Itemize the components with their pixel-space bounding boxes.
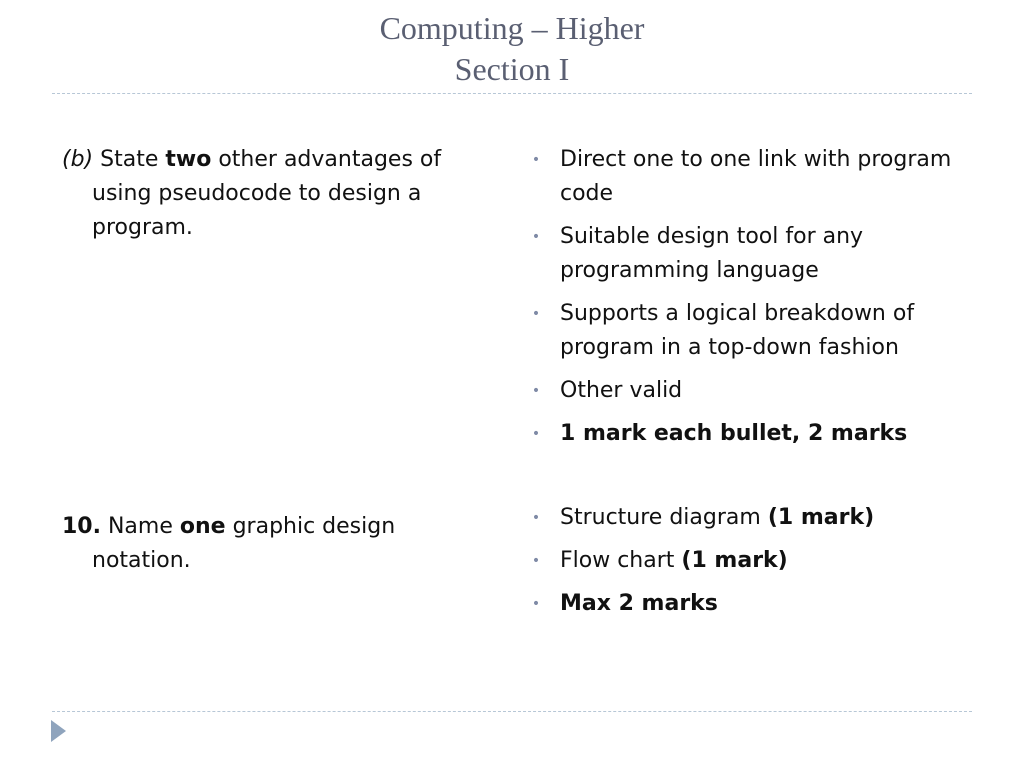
answer-item	[530, 501, 970, 535]
question-b	[62, 143, 482, 245]
answer-text: Suitable design tool for any programming language	[560, 224, 864, 283]
answer-item	[530, 143, 970, 211]
answer-list-10	[530, 501, 970, 630]
answer-item	[530, 544, 970, 578]
answer-text: Direct one to one link with program code	[560, 147, 952, 206]
answer-mark-summary: 1 mark each bullet, 2 marks	[560, 421, 908, 446]
bullet-icon: •	[531, 553, 541, 569]
answer-text: Flow chart	[560, 548, 682, 573]
answer-item	[530, 297, 970, 365]
answer-item	[530, 587, 970, 621]
top-divider	[52, 93, 972, 94]
bullet-icon: •	[531, 426, 541, 442]
answer-item	[530, 374, 970, 408]
question-b-text-after: other advantages of using pseudocode to design a program.	[92, 147, 442, 240]
answer-mark: (1 mark)	[767, 505, 875, 530]
question-b-label: (b)	[62, 147, 94, 172]
question-b-text-before: State	[93, 147, 166, 172]
answer-text: Supports a logical breakdown of program in a top-down fashion	[560, 301, 915, 360]
bottom-divider	[52, 711, 972, 712]
title-line-1: Computing – Higher	[379, 10, 645, 46]
answer-text: Other valid	[560, 378, 683, 403]
slide-title	[0, 8, 1024, 90]
question-10-label: 10.	[62, 514, 101, 539]
answer-item	[530, 417, 970, 451]
play-arrow-icon[interactable]	[51, 720, 66, 742]
bullet-icon: •	[531, 510, 541, 526]
question-10-emphasis: one	[179, 514, 226, 539]
bullet-icon: •	[531, 152, 541, 168]
bullet-icon: •	[531, 383, 541, 399]
answer-text: Structure diagram	[560, 505, 768, 530]
answer-mark: (1 mark)	[681, 548, 788, 573]
question-b-emphasis: two	[165, 147, 212, 172]
answer-list-b	[530, 143, 970, 460]
question-10-text-after: graphic design notation.	[92, 514, 396, 573]
bullet-icon: •	[531, 596, 541, 612]
bullet-icon: •	[531, 229, 541, 245]
question-10	[62, 510, 482, 578]
title-line-2: Section I	[454, 51, 570, 87]
answer-mark-summary: Max 2 marks	[560, 591, 718, 616]
answer-item	[530, 220, 970, 288]
question-10-text-before: Name	[100, 514, 180, 539]
bullet-icon: •	[531, 306, 541, 322]
